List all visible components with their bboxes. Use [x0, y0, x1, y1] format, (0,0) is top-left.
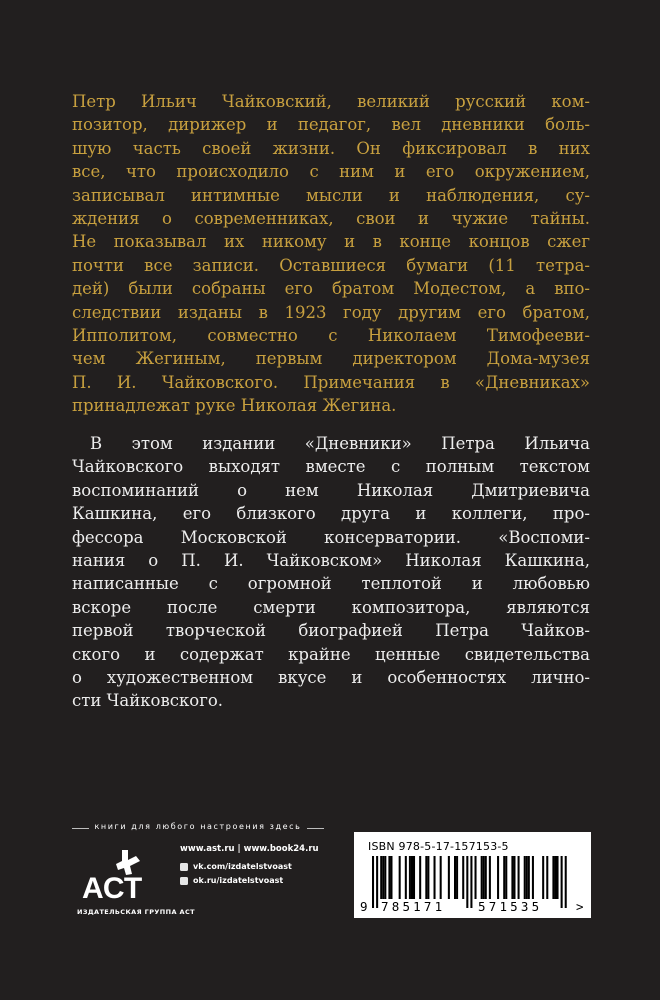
barcode-bar [470, 856, 472, 908]
publisher-name: ИЗДАТЕЛЬСКАЯ ГРУППА АСТ [76, 908, 195, 916]
text-line: дей) были собраны его братом Модестом, а впо- [72, 279, 590, 299]
barcode-bar [526, 856, 528, 899]
barcode-bar [409, 856, 411, 899]
text-line: все, что происходило с ним и его окружением, [72, 162, 590, 182]
text-line: воспоминаний о нем Николая Дмитриевича [72, 480, 590, 500]
barcode-bar [565, 856, 567, 908]
barcode-bar [552, 856, 554, 899]
barcode-bar [448, 856, 450, 899]
barcode-bar [528, 856, 530, 899]
barcode-bar [456, 856, 458, 899]
text-line: написанные с огромной теплотой и любовью [72, 574, 590, 594]
isbn-label: ISBN 978-5-17-157153-5 [368, 840, 509, 853]
text-line: сти Чайковского. [72, 691, 224, 711]
barcode-bar [485, 856, 487, 899]
barcode-bar [542, 856, 544, 899]
barcode-bar [518, 856, 520, 899]
publisher-websites[interactable]: www.ast.ru | www.book24.ru [180, 844, 319, 854]
barcode-bar [380, 856, 382, 899]
barcode-bar [554, 856, 556, 899]
barcode-bar [546, 856, 548, 899]
text-line: Ипполитом, совместно с Николаем Тимофееви- [72, 326, 590, 346]
barcode-bar [390, 856, 392, 899]
text-line: ского и содержат крайне ценные свидетельства [72, 644, 590, 664]
barcode-bar [372, 856, 374, 908]
ast-logo-icon [78, 848, 162, 904]
barcode-bar [489, 856, 491, 899]
text-line: почти все записи. Оставшиеся бумаги (11 тетра- [72, 255, 590, 275]
social-link-vk[interactable] [180, 862, 292, 871]
barcode-bar [388, 856, 390, 899]
text-line: П. И. Чайковского. Примечания в «Дневниках» [72, 372, 590, 392]
barcode-bar [425, 856, 427, 899]
annotation-paragraph-1 [72, 90, 590, 418]
barcode-bar [561, 856, 563, 908]
barcode-bar [384, 856, 386, 899]
annotation-paragraph-2 [72, 432, 590, 713]
barcode-bar [503, 856, 505, 899]
barcode-bar [434, 856, 436, 899]
isbn-quiet-mark: > [576, 899, 584, 914]
text-line: Кашкина, его близкого друга и коллеги, про- [72, 504, 590, 524]
barcode-bar [399, 856, 401, 899]
barcode-bar [513, 856, 515, 899]
text-line: о художественном вкусе и особенностях лично- [72, 668, 590, 688]
isbn-barcode [354, 832, 591, 918]
text-line: В этом издании «Дневники» Петра Ильича [90, 434, 590, 453]
barcode-bar [511, 856, 513, 899]
isbn-first-digit: 9 [360, 899, 368, 914]
text-line: шую часть своей жизни. Он фиксировал в них [72, 138, 590, 158]
barcode-bar [462, 856, 464, 899]
text-line: позитор, дирижер и педагог, вел дневники боль- [72, 115, 590, 135]
text-line: принадлежат руке Николая Жегина. [72, 396, 397, 416]
isbn-left-group: 785171 [381, 899, 446, 914]
barcode-bar [557, 856, 559, 899]
text-line: фессора Московской консерватории. «Воспоми- [72, 527, 590, 547]
social-link-text: vk.com/izdatelstvoast [193, 862, 292, 871]
text-line: первой творческой биографией Петра Чайков- [72, 621, 590, 641]
text-line: Чайковского выходят вместе с полным текстом [72, 457, 590, 477]
text-line: чем Жегиным, первым директором Дома-музея [72, 349, 590, 369]
publisher-block [72, 822, 324, 920]
barcode-bar [481, 856, 483, 899]
text-line: нания о П. И. Чайковском» Николая Кашкина, [72, 551, 590, 571]
logo-text: АСТ [82, 872, 143, 904]
social-link-ok[interactable] [180, 876, 283, 885]
barcode-bar [475, 856, 477, 899]
barcode-bar [466, 856, 468, 908]
publisher-tagline: книги для любого настроения здесь [72, 822, 324, 831]
barcode-bar [376, 856, 378, 908]
barcode-bar [405, 856, 407, 899]
vk-icon [180, 863, 188, 871]
text-line: ждения о современниках, свои и чужие тайны. [72, 209, 590, 229]
barcode-bar [483, 856, 485, 899]
barcode-bar [427, 856, 429, 899]
ok-icon [180, 877, 188, 885]
barcode-bar [411, 856, 413, 899]
barcode-bar [382, 856, 384, 899]
isbn-right-group: 571535 [478, 899, 543, 914]
barcode-bar [497, 856, 499, 899]
text-line: Петр Ильич Чайковский, великий русский ком- [72, 92, 590, 111]
barcode-bar [413, 856, 415, 899]
barcode-bar [524, 856, 526, 899]
barcode-bar [440, 856, 442, 899]
text-line: Не показывал их никому и в конце концов сжег [72, 232, 590, 252]
barcode-bar [532, 856, 534, 899]
social-link-text: ok.ru/izdatelstvoast [193, 876, 284, 885]
barcode-bar [454, 856, 456, 899]
text-line: записывал интимные мысли и наблюдения, су- [72, 185, 590, 205]
text-line: следствии изданы в 1923 году другим его братом, [72, 302, 590, 322]
barcode-bar [505, 856, 507, 899]
barcode-bar [419, 856, 421, 899]
text-line: вскоре после смерти композитора, являются [72, 597, 590, 617]
